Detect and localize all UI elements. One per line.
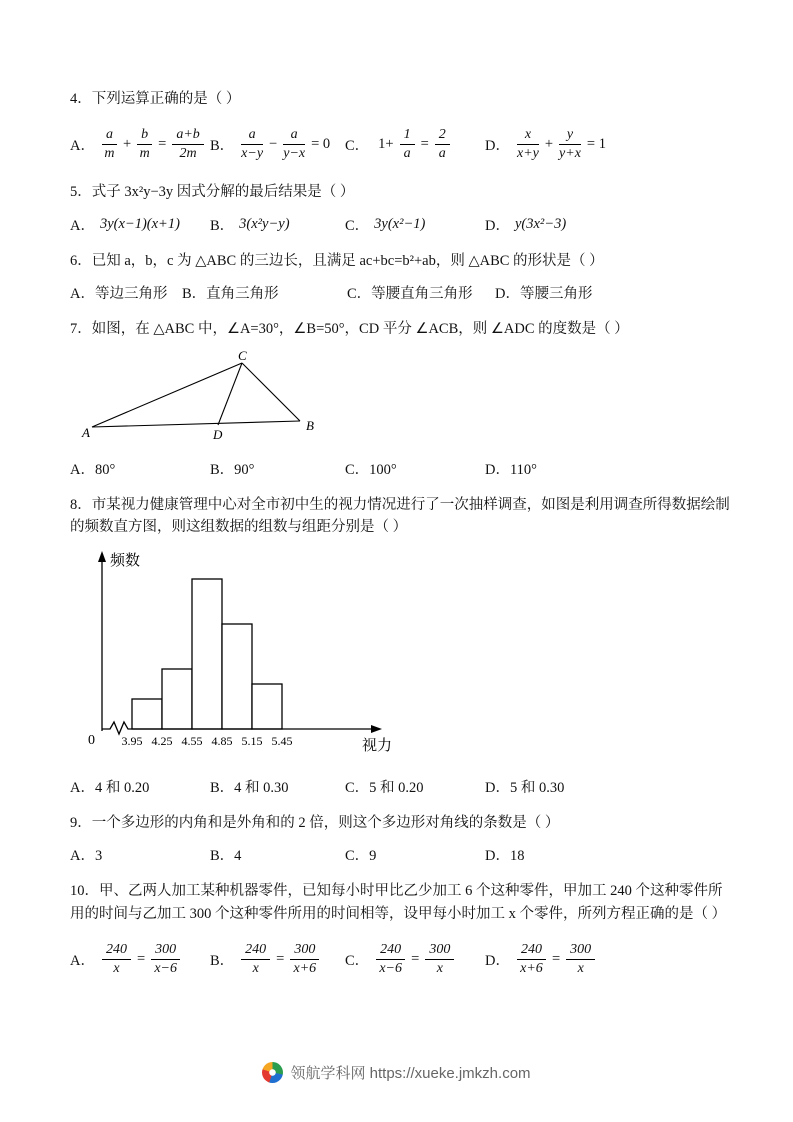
option-7b: B．90° xyxy=(210,461,255,478)
numerator: 240 xyxy=(241,942,270,960)
denominator: y−x xyxy=(283,145,306,161)
option-6b: B．直角三角形 xyxy=(182,286,279,303)
denominator: x xyxy=(252,960,259,976)
option-6d: D．等腰三角形 xyxy=(495,286,593,303)
numerator: 240 xyxy=(517,942,546,960)
denominator: x xyxy=(113,960,120,976)
fraction xyxy=(517,127,539,162)
histogram-bars xyxy=(132,579,282,729)
numerator: 300 xyxy=(290,942,319,960)
numerator: a xyxy=(283,127,305,145)
numerator: a xyxy=(102,127,117,145)
fraction xyxy=(435,127,450,162)
option-label: B． xyxy=(210,217,235,234)
option-6c: C．等腰直角三角形 xyxy=(347,286,473,303)
origin-label: 0 xyxy=(88,732,95,748)
option-7c: C．100° xyxy=(345,461,397,478)
question-6-text: 6．已知 a，b，c 为 △ABC 的三边长，且满足 ac+bc=b²+ab，则 △ABC 的形状是（ ） xyxy=(70,252,604,269)
option-5a xyxy=(70,214,210,235)
equals-sign: = xyxy=(276,950,285,967)
tick-label-5: 5.15 xyxy=(241,733,263,748)
question-7-text: 7．如图，在 △ABC 中，∠A=30°，∠B=50°，CD 平分 ∠ACB，则 ∠ADC 的度数是（ ） xyxy=(70,321,629,338)
operator: − xyxy=(269,135,278,152)
histogram-svg xyxy=(74,549,414,761)
tick-label-2: 4.25 xyxy=(151,733,173,748)
option-4c xyxy=(345,127,485,162)
option-7d: D．110° xyxy=(485,461,537,478)
denominator: 2m xyxy=(179,145,197,161)
denominator: x+6 xyxy=(520,960,543,976)
equals-sign: = xyxy=(136,950,146,967)
option-8b: B．4 和 0.30 xyxy=(210,779,289,796)
question-10 xyxy=(70,880,735,981)
fraction xyxy=(241,127,263,162)
x-axis-arrow xyxy=(371,725,382,733)
fraction xyxy=(566,942,595,977)
math-expression: 3y(x²−1) xyxy=(374,215,426,232)
footer-site-text: 领航学科网 https://xueke.jmkzh.com xyxy=(290,1065,531,1082)
y-axis-title: 频数 xyxy=(110,552,141,569)
denominator: x+y xyxy=(516,145,539,161)
numerator: y xyxy=(559,127,581,145)
vertex-label-d: D xyxy=(213,426,223,442)
tick-label-3: 4.55 xyxy=(181,733,203,748)
tick-label-1: 3.95 xyxy=(121,733,143,748)
question-9-text: 9．一个多边形的内角和是外角和的 2 倍，则这个多边形对角线的条数是（ ） xyxy=(70,814,560,831)
denominator: x−6 xyxy=(379,960,402,976)
numerator: x xyxy=(517,127,539,145)
numerator: 300 xyxy=(151,942,180,960)
option-7a: A．80° xyxy=(70,461,116,478)
option-label: A． xyxy=(70,217,95,234)
option-label: D． xyxy=(485,952,510,969)
fraction xyxy=(290,942,319,977)
option-8d: D．5 和 0.30 xyxy=(485,779,565,796)
numerator: 300 xyxy=(566,942,595,960)
denominator: x−6 xyxy=(154,960,177,976)
question-5 xyxy=(70,181,735,234)
fraction xyxy=(559,127,581,162)
fraction xyxy=(241,942,270,977)
denominator: x+6 xyxy=(293,960,317,976)
equals-sign: = xyxy=(158,135,167,152)
numerator: 300 xyxy=(425,942,454,960)
question-8 xyxy=(70,494,735,797)
fraction xyxy=(376,942,405,977)
fraction xyxy=(151,942,180,977)
vertex-label-b: B xyxy=(306,417,314,433)
fraction xyxy=(425,942,454,977)
fraction xyxy=(517,942,546,977)
option-4d xyxy=(485,127,610,162)
option-label: B． xyxy=(210,137,235,154)
option-9d: D．18 xyxy=(485,848,525,865)
operator: + xyxy=(122,135,132,152)
fraction xyxy=(172,127,203,162)
numerator: 1 xyxy=(400,127,415,145)
vertex-label-a: A xyxy=(82,424,90,440)
option-10d xyxy=(485,942,597,977)
x-axis-title: 视力 xyxy=(361,737,393,754)
question-4-text: 4．下列运算正确的是（ ） xyxy=(70,91,241,107)
fraction xyxy=(102,127,117,162)
option-8c: C．5 和 0.20 xyxy=(345,779,424,796)
denominator: a xyxy=(438,145,446,161)
question-10-options xyxy=(70,937,735,981)
fraction xyxy=(400,127,415,162)
question-6-options xyxy=(70,282,735,303)
question-5-text: 5．式子 3x²y−3y 因式分解的最后结果是（ ） xyxy=(70,184,355,201)
histogram-bar xyxy=(222,624,252,729)
vertex-label-c: C xyxy=(238,350,247,363)
site-logo-icon xyxy=(262,1062,283,1083)
equals-sign: = xyxy=(420,135,429,152)
option-10a xyxy=(70,942,210,977)
fraction xyxy=(283,127,305,162)
page-footer xyxy=(0,1062,793,1083)
equals-sign: = xyxy=(411,950,420,967)
option-8a: A．4 和 0.20 xyxy=(70,779,150,796)
option-label: A． xyxy=(70,952,95,969)
histogram-bar xyxy=(192,579,222,729)
triangle-side-cb xyxy=(242,363,300,421)
option-label: C． xyxy=(345,217,370,234)
histogram-bar xyxy=(132,699,162,729)
question-8-text: 8．市某视力健康管理中心对全市初中生的视力情况进行了一次抽样调查，如图是利用调查所得数据绘制的频数直方图，则这组数据的组数与组距分别是（ ） xyxy=(70,496,730,536)
option-9a: A．3 xyxy=(70,848,103,865)
triangle-side-ac xyxy=(92,363,242,427)
question-7 xyxy=(70,318,735,478)
option-5d xyxy=(485,214,566,235)
question-4 xyxy=(70,88,735,166)
denominator: x−y xyxy=(241,145,264,161)
option-4b xyxy=(210,127,345,162)
math-text: 1+ xyxy=(378,135,394,152)
equals-sign: = 1 xyxy=(586,135,606,152)
fraction xyxy=(137,127,152,162)
tick-label-4: 4.85 xyxy=(211,733,233,748)
denominator: x xyxy=(577,960,584,976)
numerator: a+b xyxy=(172,127,203,145)
option-label: D． xyxy=(485,217,510,234)
option-label: A． xyxy=(70,137,95,154)
math-expression: 3(x²y−y) xyxy=(239,215,290,232)
denominator: y+x xyxy=(559,145,581,161)
option-9b: B．4 xyxy=(210,848,242,865)
triangle-figure xyxy=(80,351,735,448)
numerator: 2 xyxy=(435,127,450,145)
option-label: C． xyxy=(345,137,370,154)
numerator: b xyxy=(137,127,152,145)
question-9-options xyxy=(70,844,735,865)
question-5-options xyxy=(70,214,735,235)
question-8-options xyxy=(70,776,735,797)
option-9c: C．9 xyxy=(345,848,377,865)
y-axis-arrow xyxy=(98,551,106,562)
option-label: C． xyxy=(345,952,370,969)
tick-label-6: 5.45 xyxy=(271,733,293,748)
question-9 xyxy=(70,812,735,865)
histogram-figure xyxy=(74,549,735,766)
numerator: 240 xyxy=(376,942,405,960)
histogram-bar xyxy=(252,684,282,729)
denominator: x xyxy=(436,960,443,976)
denominator: a xyxy=(403,145,411,161)
triangle-side-ab xyxy=(92,421,300,427)
option-label: D． xyxy=(485,137,510,154)
equals-sign: = 0 xyxy=(311,135,331,152)
question-10-text: 10．甲、乙两人加工某种机器零件，已知每小时甲比乙少加工 6 个这种零件，甲加工 240 个这种零件所用的时间与乙加工 300 个这种零件所用的时间相等，设甲每小时加工 x 个零件，所列方程正确的是（ ） xyxy=(70,883,727,922)
fraction xyxy=(102,942,131,977)
histogram-bar xyxy=(162,669,192,729)
numerator: 240 xyxy=(102,942,131,960)
math-expression: 3y(x−1)(x+1) xyxy=(99,215,180,232)
question-4-options xyxy=(70,122,735,166)
denominator: m xyxy=(139,145,150,161)
equals-sign: = xyxy=(551,950,561,967)
option-10b xyxy=(210,942,345,977)
option-6a: A．等边三角形 xyxy=(70,286,168,303)
option-5c xyxy=(345,214,485,235)
option-5b xyxy=(210,214,345,235)
numerator: a xyxy=(241,127,263,145)
question-6 xyxy=(70,250,735,303)
option-label: B． xyxy=(210,952,235,969)
math-expression: y(3x²−3) xyxy=(514,215,567,232)
question-7-options xyxy=(70,458,735,479)
option-4a xyxy=(70,127,210,162)
operator: + xyxy=(544,135,554,152)
denominator: m xyxy=(104,145,115,161)
triangle-svg xyxy=(80,351,330,443)
exam-content xyxy=(70,88,735,981)
option-10c xyxy=(345,942,485,977)
